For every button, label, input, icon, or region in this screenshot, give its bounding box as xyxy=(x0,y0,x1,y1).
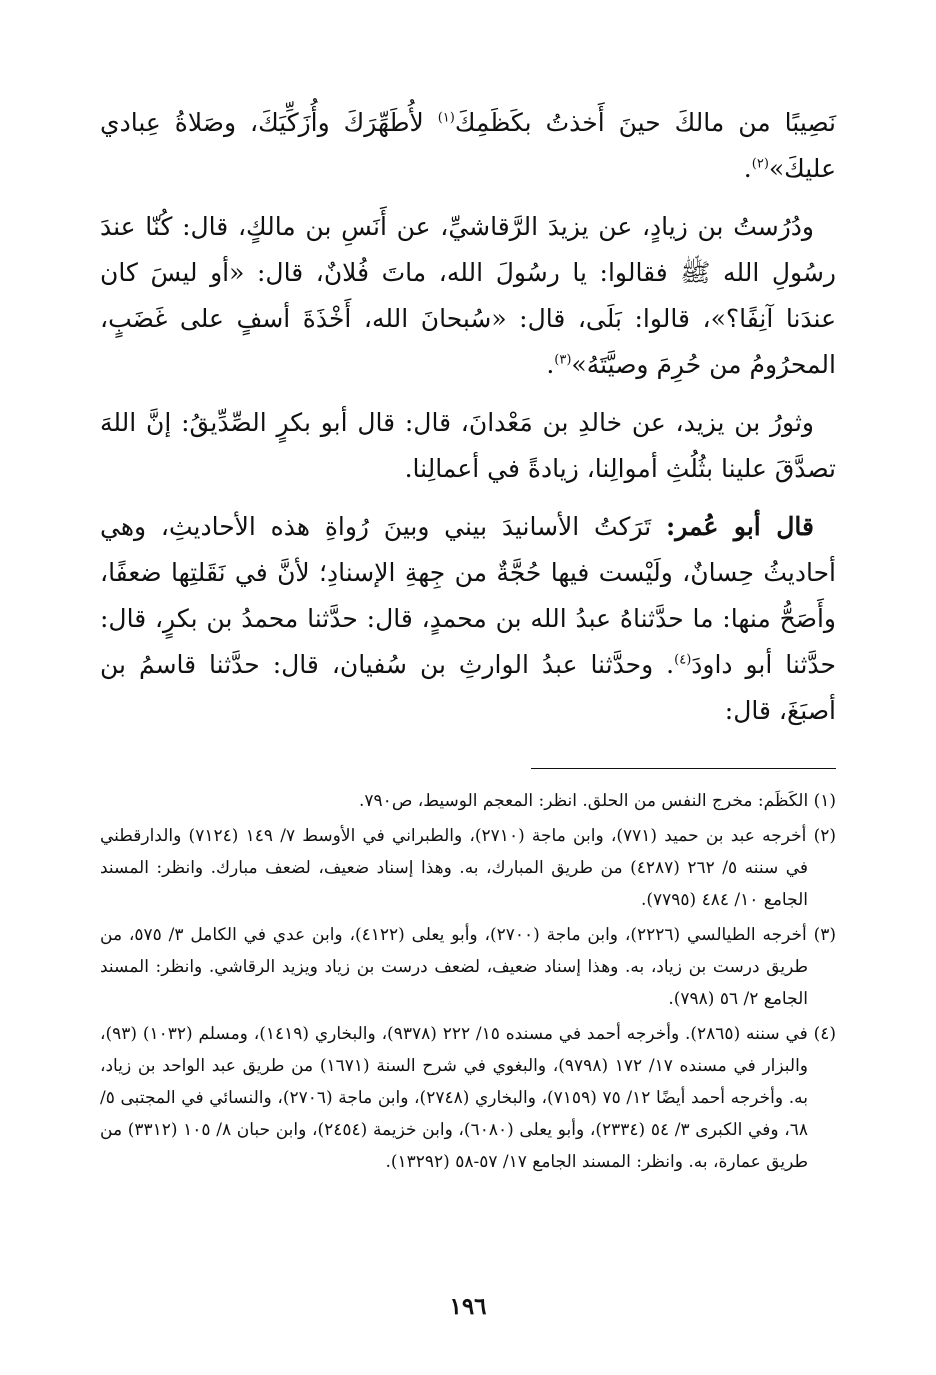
paragraph-4-text-b: . وحدَّثنا عبدُ الوارثِ بن سُفيان، قال: حدَّثنا قاسمُ بن أصبَغَ، قال: xyxy=(100,650,836,725)
footnote-ref-1: (١) xyxy=(437,110,455,126)
speaker-label: قال أبو عُمر: xyxy=(665,512,814,541)
footnote-ref-2: (٢) xyxy=(751,156,769,172)
page-number: ١٩٦ xyxy=(449,1293,487,1320)
footnote-1: (١) الكَظَم: مخرج النفس من الحلق. انظر: المعجم الوسيط، ص٧٩٠. xyxy=(359,791,836,811)
paragraph-3: وثورُ بن يزيد، عن خالدِ بن مَعْدانَ، قال: قال أبو بكرٍ الصِّدِّيقُ: إنَّ اللهَ تصدَّقَ علينا بثُلُثِ أموالِنا، زيادةً في أعمالِنا. xyxy=(100,408,836,483)
paragraph-2-text-a: ودُرُستُ بن زيادٍ، عن يزيدَ الرَّقاشيِّ، عن أَنَسِ بن مالكٍ، قال: كُنّا عندَ رسُولِ الله ﷺ فقالوا: يا رسُولَ الله، ماتَ فُلانٌ، قال: «أو ليسَ كان عندَنا آنِفًا؟»، قالوا: بَلَى، قال: «سُبحانَ الله، أَخْذَةَ أسفٍ على غَضَبٍ، المحرُومُ من حُرِمَ وصيَّتَهُ» xyxy=(100,212,836,379)
book-page xyxy=(100,100,836,1335)
footnote-3: (٣) أخرجه الطيالسي (٢٢٢٦)، وابن ماجة (٢٧٠٠)، وأبو يعلى (٤١٢٢)، وابن عدي في الكامل ٣/ ٥٧٥، من طريق درست بن زياد، به. وهذا إسناد ضعيف، لضعف درست بن زياد ويزيد الرقاشي. وانظر: المسند الجامع ٢/ ٥٦ (٧٩٨). xyxy=(100,925,836,1009)
footnote-4: (٤) في سننه (٢٨٦٥). وأخرجه أحمد في مسنده ١٥/ ٢٢٢ (٩٣٧٨)، والبخاري (١٤١٩)، ومسلم (١٠٣٢) (٩٣)، والبزار في مسنده ١٧/ ١٧٢ (٩٧٩٨)، والبغوي في شرح السنة (١٦٧١) من طريق عبد الواحد بن زياد، به. وأخرجه أحمد أيضًا ١٢/ ٧٥ (٧١٥٩)، والبخاري (٢٧٤٨)، وابن ماجة (٢٧٠٦)، والنسائي في المجتبى ٥/ ٦٨، وفي الكبرى ٣/ ٥٤ (٢٣٣٤)، وأبو يعلى (٦٠٨٠)، وابن خزيمة (٢٤٥٤)، وابن حبان ٨/ ١٠٥ (٣٣١٢) من طريق عمارة، به. وانظر: المسند الجامع ١٧/ ٥٧-٥٨ (١٣٢٩٢). xyxy=(100,1024,836,1172)
paragraph-1-text-a: نَصِيبًا من مالكَ حينَ أَخذتُ بكَظَمِكَ xyxy=(454,108,836,137)
footnotes xyxy=(100,785,836,1178)
paragraph-1 xyxy=(100,100,836,192)
paragraph-2-text-b: . xyxy=(546,350,555,379)
main-text xyxy=(100,100,836,734)
paragraph-1-text-b: لأُطَهِّرَكَ وأُزَكِّيَكَ، وصَلاةُ عِبادي عليكَ» xyxy=(100,108,836,183)
footnote-separator xyxy=(531,768,836,769)
footnote-2: (٢) أخرجه عبد بن حميد (٧٧١)، وابن ماجة (٢٧١٠)، والطبراني في الأوسط ٧/ ١٤٩ (٧١٢٤) والدارقطني في سننه ٥/ ٢٦٢ (٤٢٨٧) من طريق المبارك، به. وهذا إسناد ضعيف، لضعف مبارك. وانظر: المسند الجامع ١٠/ ٤٨٤ (٧٧٩٥). xyxy=(100,826,836,910)
paragraph-2 xyxy=(100,204,836,388)
paragraph-4-text-a: تَرَكتُ الأسانيدَ بيني وبينَ رُواةِ هذه الأحاديثِ، وهي أحاديثُ حِسانٌ، ولَيْست فيها حُجَّةٌ من جِهةِ الإسنادِ؛ لأنَّ في نَقَلتِها ضعفًا، وأَصَحُّ منها: ما حدَّثناهُ عبدُ الله بن محمدٍ، قال: حدَّثنا محمدُ بن بكرٍ، قال: حدَّثنا أبو داودَ xyxy=(100,512,836,679)
paragraph-1-text-c: . xyxy=(743,154,752,183)
paragraph-4 xyxy=(100,504,836,734)
footnote-ref-4: (٤) xyxy=(674,652,692,668)
footnote-ref-3: (٣) xyxy=(554,352,572,368)
